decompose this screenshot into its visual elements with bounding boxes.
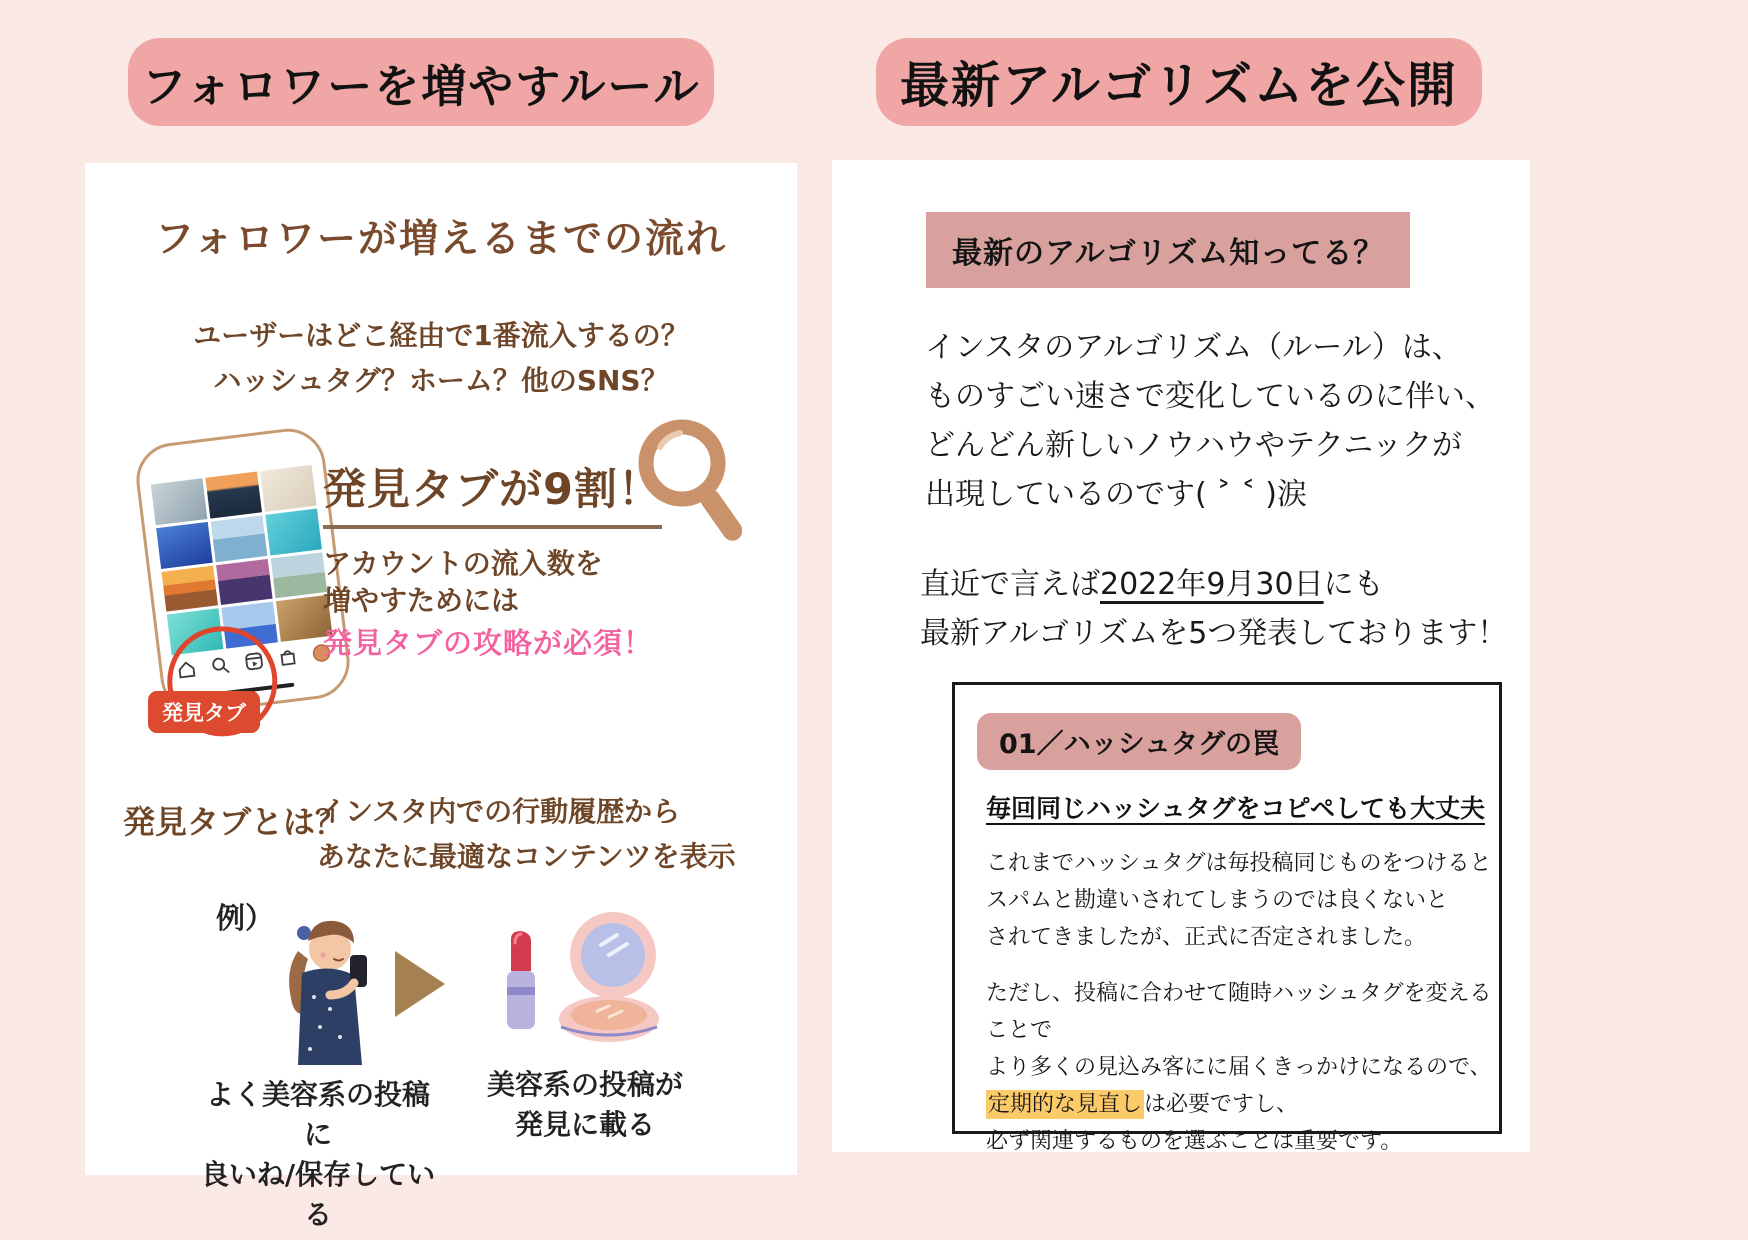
discover-body [323, 545, 662, 662]
explore-grid-photo [211, 515, 268, 562]
intro-line-1: インスタのアルゴリズム（ルール）は、 [925, 330, 1462, 365]
definition-line-2: あなたに最適なコンテンツを表示 [317, 840, 736, 873]
rule-p1-line-3: されてきましたが、正式に否定されました。 [986, 925, 1427, 950]
header-pill-algorithm: 最新アルゴリズムを公開 [876, 38, 1482, 126]
rule-p2-line-3 [986, 1086, 1499, 1123]
discover-tab-badge: 発見タブ [148, 691, 260, 733]
left-caption-line-2: 良いね/保存している [200, 1158, 436, 1231]
intro-line-4: 出現しているのです( ˃ ˂ )涙 [925, 477, 1308, 512]
explore-grid-photo [265, 508, 322, 555]
explore-grid-photo [260, 465, 317, 512]
right-caption-line-2: 発見に載る [514, 1108, 655, 1141]
explore-grid-photo [205, 472, 262, 519]
cosmetics-illustration [497, 903, 665, 1057]
header-pill-followers: フォロワーを増やすルール [128, 38, 714, 126]
phone-illustration [132, 424, 354, 717]
discover-definition-heading: 発見タブとは？ [123, 803, 348, 841]
rule-01-paragraph-2 [986, 975, 1499, 1160]
left-panel-questions [85, 313, 797, 403]
explore-grid-photo [161, 565, 218, 612]
left-caption-line-1: よく美容系の投稿に [205, 1078, 430, 1151]
rule-01-heading: 毎回同じハッシュタグをコピペしても大丈夫 [986, 794, 1486, 823]
left-panel-card [85, 163, 797, 1231]
explore-grid [151, 465, 333, 655]
left-panel-title: フォロワーが増えるまでの流れ [154, 217, 728, 262]
flow-arrow-icon [395, 951, 445, 1017]
example-right-caption [480, 1065, 690, 1145]
rule-01-box [952, 682, 1502, 1154]
rule-p1-line-2: スパムと勘違いされてしまうのでは良くないと [986, 888, 1449, 913]
discover-body-line-2: 増やすためには [323, 584, 520, 617]
right-caption-line-1: 美容系の投稿が [486, 1068, 683, 1101]
shop-icon [277, 646, 300, 672]
rule-p2-line-1: ただし、投稿に合わせて随時ハッシュタグを変えることで [986, 981, 1492, 1043]
highlighted-phrase: 定期的な見直し [988, 1092, 1143, 1117]
rule-p1-line-1: これまでハッシュタグは毎投稿同じものをつけると [986, 851, 1492, 876]
example-label: 例） [216, 901, 275, 935]
intro-line-3: どんどん新しいノウハウやテクニックが [925, 428, 1462, 463]
explore-grid-photo [156, 522, 213, 569]
explore-grid-photo [151, 478, 208, 525]
definition-line-1: インスタ内での行動履歴から [317, 795, 681, 828]
date-line-post: にも [1323, 567, 1384, 602]
rule-p2-line-3-rest: は必要ですし、 [1144, 1092, 1299, 1117]
algorithm-intro-paragraph [925, 323, 1495, 519]
discover-headline: 発見タブが9割！ [323, 456, 662, 529]
rule-p2-line-4: 必ず関連するものを選ぶことは重要です。 [986, 1129, 1403, 1154]
example-left-caption [193, 1075, 443, 1235]
magnifier-illustration [630, 413, 742, 559]
rule-p2-line-2: より多くの見込み客にに届くきっかけになるので、 [986, 1055, 1492, 1080]
right-panel-card [832, 160, 1530, 1152]
woman-with-phone-illustration [268, 911, 386, 1070]
date-line-pre: 直近で言えば [920, 567, 1100, 602]
rule-01-badge: 01／ハッシュタグの罠 [977, 713, 1301, 770]
date-line-1 [920, 560, 1507, 609]
discover-pink-line: 発見タブの攻略が必須！ [323, 626, 654, 660]
discover-body-line-1: アカウントの流入数を [323, 547, 603, 580]
explore-grid-photo [216, 558, 273, 605]
question-line-1: ユーザーはどこ経由で1番流入するの？ [193, 319, 689, 352]
discover-block [323, 456, 662, 662]
discover-definition-desc [317, 789, 736, 879]
algorithm-banner: 最新のアルゴリズム知ってる？ [926, 212, 1410, 288]
intro-line-2: ものすごい速さで変化しているのに伴い、 [925, 379, 1495, 414]
rule-01-paragraph-1 [986, 845, 1492, 956]
explore-grid-photo [271, 552, 328, 599]
date-line-2: 最新アルゴリズムを5つ発表しております！ [920, 616, 1508, 651]
question-line-2: ハッシュタグ？ホーム？他のSNS？ [213, 364, 669, 397]
underlined-date: 2022年9月30日 [1100, 567, 1324, 602]
date-paragraph [920, 560, 1507, 658]
